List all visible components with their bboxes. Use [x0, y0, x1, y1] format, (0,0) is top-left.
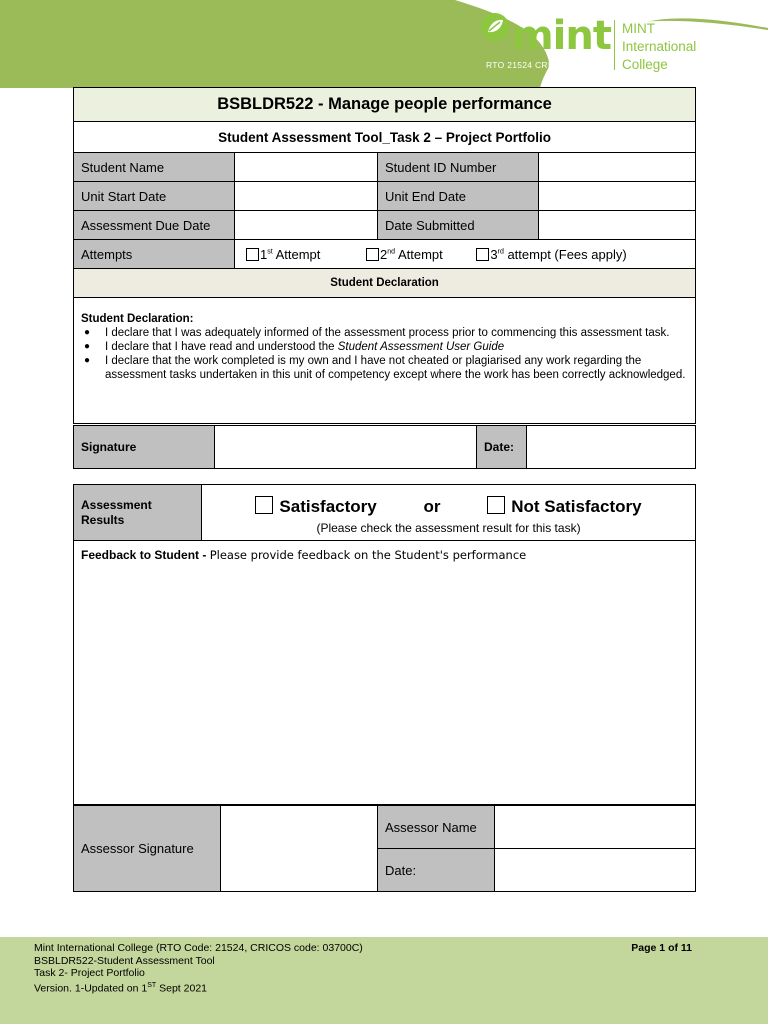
- assessment-due-label: Assessment Due Date: [74, 211, 235, 240]
- page-number: Page 1 of 11: [631, 942, 692, 954]
- logo-rto-code: RTO 21524 CRICOS 03700C: [486, 60, 605, 70]
- logo-divider: [614, 20, 615, 70]
- logo-college-name: MINT International College: [622, 21, 697, 72]
- assessment-due-field[interactable]: [235, 211, 378, 240]
- declaration-header: Student Declaration: [74, 269, 696, 298]
- signature-table: [73, 425, 696, 469]
- attempt-1-option[interactable]: 1st Attempt: [246, 247, 320, 262]
- student-name-field[interactable]: [235, 153, 378, 182]
- student-id-label: Student ID Number: [378, 153, 539, 182]
- feedback-label: Feedback to Student -: [81, 548, 210, 562]
- assessor-date-label: Date:: [378, 849, 495, 892]
- form-title: BSBLDR522 - Manage people performance: [74, 88, 696, 122]
- assessor-name-field[interactable]: [495, 806, 696, 849]
- student-name-label: Student Name: [74, 153, 235, 182]
- attempts-label: Attempts: [74, 240, 235, 269]
- or-text: or: [423, 496, 441, 516]
- attempt-1-checkbox[interactable]: [246, 248, 259, 261]
- footer-info: Mint International College (RTO Code: 21524, CRICOS code: 03700C) BSBLDR522-Student Assessment Tool Task 2- Project Portfolio Version. 1-Updated on 1ST Sept 2021: [34, 942, 363, 994]
- attempt-2-checkbox[interactable]: [366, 248, 379, 261]
- student-id-field[interactable]: [539, 153, 696, 182]
- declaration-item: ● I declare that I was adequately informed of the assessment process prior to commencing this assessment task.: [105, 326, 688, 340]
- declaration-body: [74, 298, 696, 424]
- form-subtitle: Student Assessment Tool_Task 2 – Project Portfolio: [74, 122, 696, 153]
- declaration-title: Student Declaration:: [81, 313, 194, 325]
- unit-start-field[interactable]: [235, 182, 378, 211]
- page-footer: [0, 937, 768, 1024]
- satisfactory-option[interactable]: Satisfactory: [255, 497, 376, 516]
- assessor-table: [73, 805, 696, 892]
- assessor-name-label: Assessor Name: [378, 806, 495, 849]
- assessment-results-label: Assessment Results: [74, 485, 202, 541]
- mint-logo: [478, 10, 718, 74]
- logo-wordmark: mint: [512, 13, 611, 59]
- unit-end-field[interactable]: [539, 182, 696, 211]
- date-submitted-label: Date Submitted: [378, 211, 539, 240]
- assessor-signature-label: Assessor Signature: [74, 806, 221, 892]
- signature-field[interactable]: [215, 426, 477, 469]
- date-submitted-field[interactable]: [539, 211, 696, 240]
- unit-end-label: Unit End Date: [378, 182, 539, 211]
- not-satisfactory-option[interactable]: Not Satisfactory: [487, 497, 641, 516]
- attempt-3-checkbox[interactable]: [476, 248, 489, 261]
- feedback-area[interactable]: [74, 541, 696, 805]
- signature-label: Signature: [74, 426, 215, 469]
- assessment-results-table: [73, 484, 696, 805]
- declaration-item: ● I declare that the work completed is my own and I have not cheated or plagiarised any work regarding the assessment tasks undertaken in this unit of competency except where the work has been correctly acknowledged.: [105, 354, 688, 382]
- signature-date-label: Date:: [477, 426, 527, 469]
- assessor-date-field[interactable]: [495, 849, 696, 892]
- mint-leaf-icon: [480, 12, 510, 42]
- assessor-signature-field[interactable]: [221, 806, 378, 892]
- not-satisfactory-checkbox[interactable]: [487, 496, 505, 514]
- attempt-3-option[interactable]: 3rd attempt (Fees apply): [476, 247, 626, 262]
- results-instruction: (Please check the assessment result for this task): [316, 520, 581, 535]
- feedback-instruction: Please provide feedback on the Student's performance: [209, 548, 527, 562]
- student-details-table: [73, 87, 696, 424]
- declaration-item: ● I declare that I have read and understood the Student Assessment User Guide: [105, 340, 688, 354]
- satisfactory-checkbox[interactable]: [255, 496, 273, 514]
- assessment-results-options: [202, 485, 696, 541]
- signature-date-field[interactable]: [527, 426, 696, 469]
- unit-start-label: Unit Start Date: [74, 182, 235, 211]
- declaration-list: [81, 326, 688, 382]
- attempts-options: [235, 240, 696, 269]
- attempt-2-option[interactable]: 2nd Attempt: [366, 247, 443, 262]
